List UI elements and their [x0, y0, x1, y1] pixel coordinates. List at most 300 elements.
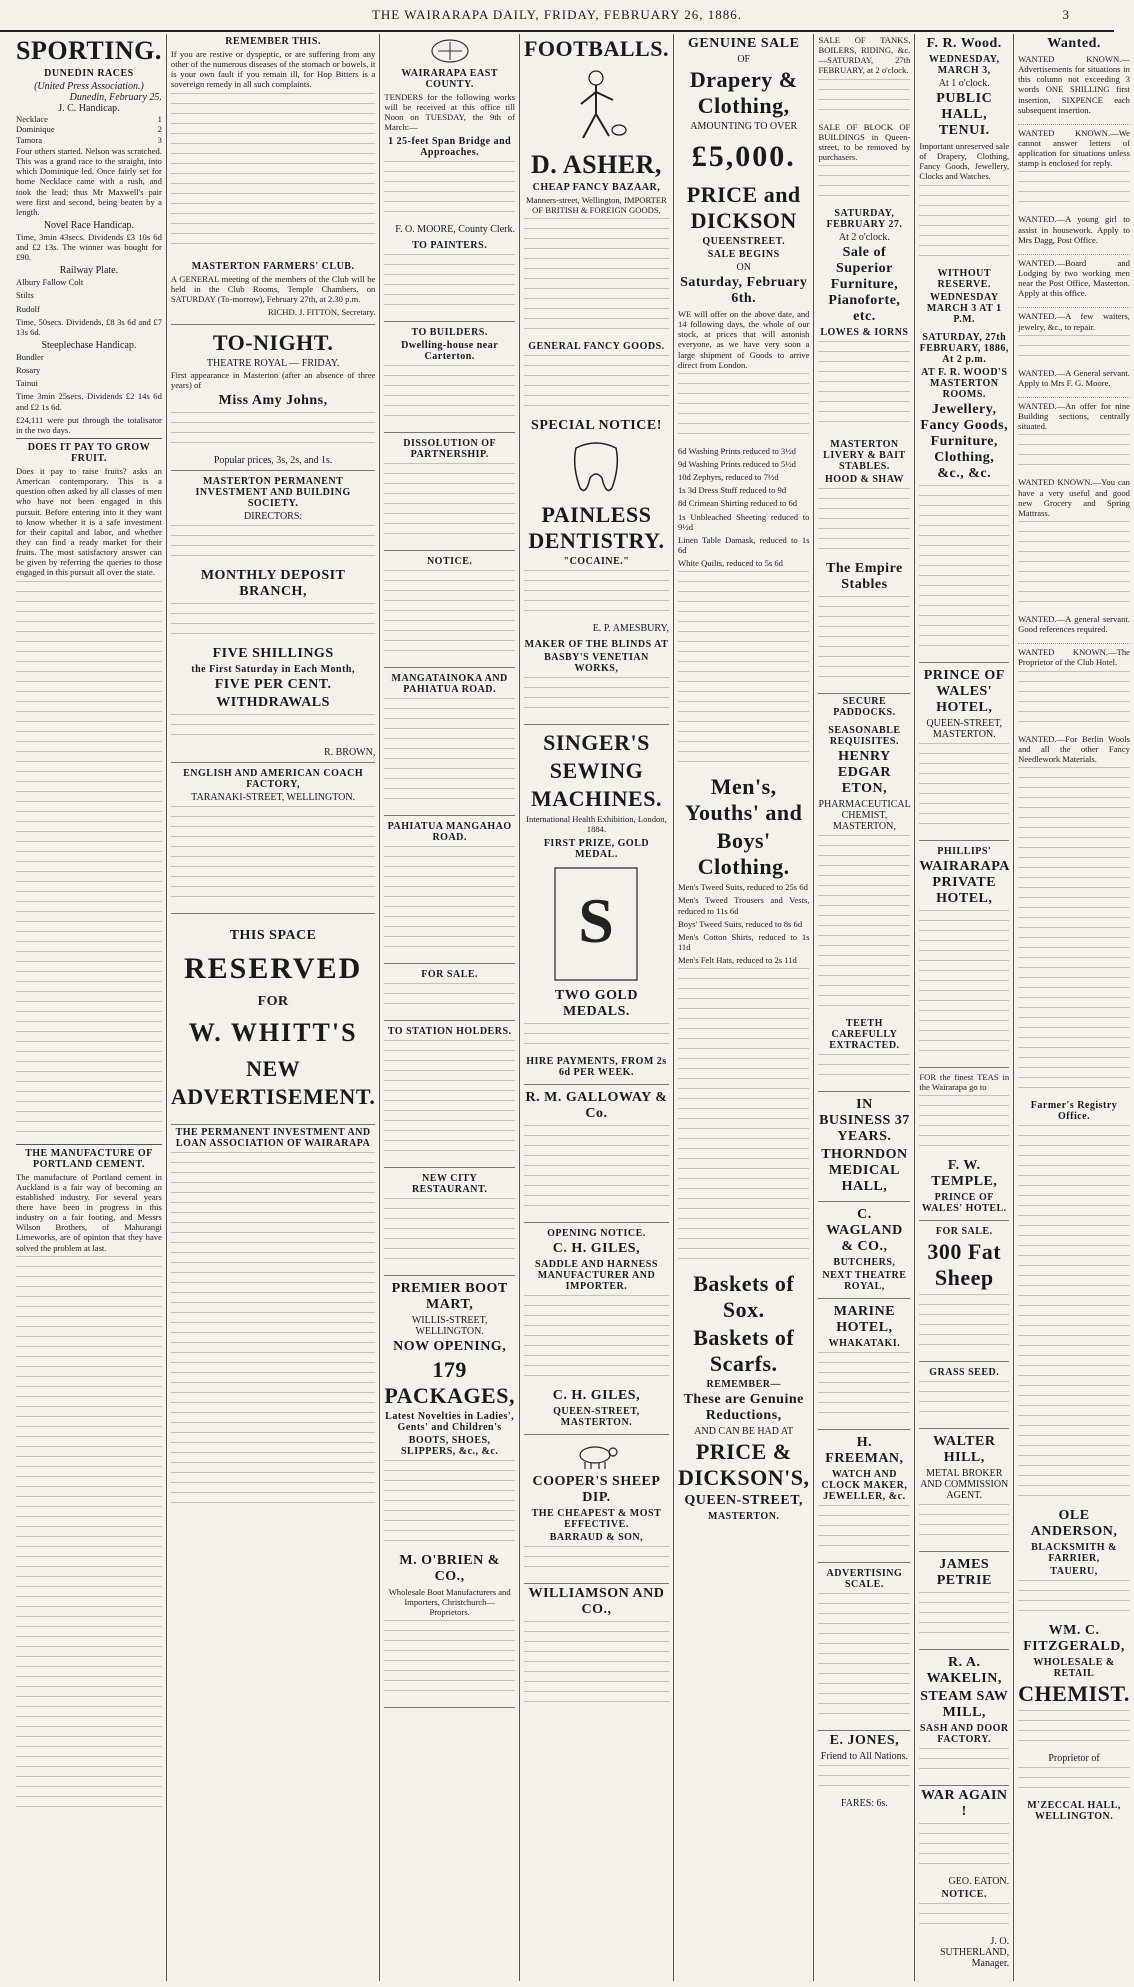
coach-title: ENGLISH AND AMERICAN COACH FACTORY, [183, 768, 364, 791]
whitts-name: W. WHITT'S [188, 1018, 358, 1048]
tea-text-block [919, 1095, 1009, 1155]
general-goods: GENERAL FANCY GOODS. [528, 341, 665, 353]
prince-hotel: PRINCE OF WALES' HOTEL. [921, 1191, 1007, 1214]
remember-heading: REMEMBER THIS. [225, 36, 321, 47]
chemist-text-block [1018, 1710, 1130, 1750]
dissolution-title: DISSOLUTION OF PARTNERSHIP. [403, 437, 497, 460]
sheep-text-block [919, 1294, 1009, 1354]
price-line: Linen Table Damask, reduced to 1s 6d [677, 534, 810, 555]
building-title: MASTERTON PERMANENT INVESTMENT AND BUILDING SOCIETY. [195, 476, 351, 510]
registry-text-block [1018, 1125, 1130, 1505]
wanted-text-block [1018, 434, 1130, 474]
dwelling-title: Dwelling-house near Carterton. [401, 339, 499, 362]
steam-saw: STEAM SAW MILL, [920, 1688, 1009, 1720]
clothing-line: Boys' Tweed Suits, reduced to 8s 6d [677, 918, 803, 929]
work-1: 1 25-feet Span Bridge and Approaches. [388, 135, 512, 158]
withdrawals-text-block [171, 714, 375, 744]
clothing-line: Men's Cotton Shirts, reduced to 1s 11d [677, 931, 810, 952]
mangatainoka-ad [384, 668, 515, 816]
petrie-ad [919, 1552, 1009, 1650]
farmers-registry: Farmer's Registry Office. [1030, 1099, 1118, 1122]
building-society-ad [171, 471, 375, 763]
sale-buildings: SALE OF BLOCK OF BUILDINGS in Queen-street, to be removed by purchasers. [818, 121, 911, 162]
price-text-block [678, 571, 810, 771]
hood-shaw: HOOD & SHAW [824, 474, 904, 486]
livery-ad [818, 434, 910, 694]
county-text-block [384, 161, 515, 221]
hire-payments: HIRE PAYMENTS, FROM 2s 6d PER WEEK. [526, 1055, 667, 1078]
proprietor-text-block [1018, 1767, 1130, 1797]
advertisement-text: ADVERTISEMENT. [170, 1084, 376, 1110]
sheep-illustration [524, 1442, 669, 1470]
at-2: At 2 o'clock. [838, 232, 890, 244]
restaurant-text-block [384, 1198, 515, 1268]
wanted-ad: WANTED KNOWN.—You can have a very useful and good new Grocery and Spring Mattrass. [1018, 477, 1130, 518]
railway-horse: Rudolf [16, 303, 40, 314]
horse-name: Necklace [16, 114, 48, 124]
article-body: Does it pay to raise fruits? asks an American contemporary. This is a question often asked by all classes of men who have not been engaged in this pursuit. Before entering into it they want to know whether it is a safe investment for their capital and labor, and whether they can find a ready market for their fruits. The most satisfactory answer can be given by referring the queries to those engaged in this pursuit all over the state. [16, 466, 162, 578]
horse-pos: 1 [157, 114, 162, 124]
farmers-sign: RICHD. J. FITTON, Secretary. [267, 306, 376, 317]
wood-title: F. R. Wood. [926, 36, 1002, 51]
svg-text:S: S [578, 884, 615, 956]
marine-hotel: MARINE HOTEL, [833, 1304, 896, 1336]
lowes-text-block [818, 341, 910, 431]
football-player-icon [561, 66, 631, 146]
asher-addr: Manners-street, Wellington, IMPORTER OF BRITISH & FOREIGN GOODS, [526, 195, 667, 216]
directors-title: DIRECTORS: [244, 511, 303, 523]
this-space: THIS SPACE [229, 928, 317, 944]
mangatainoka-title: MANGATAINOKA AND PAHIATUA ROAD. [391, 672, 508, 695]
wanted-text-block [1018, 521, 1130, 611]
builders-ad [384, 322, 515, 433]
price-line: 10d Zephyrs, reduced to 7½d [677, 472, 779, 483]
obrien-sub: Wholesale Boot Manufacturers and Importers, Christchurch—Proprietors. [388, 1586, 511, 1617]
price-dickson: PRICE and DICKSON [686, 182, 801, 233]
farmers-club-ad [171, 256, 375, 326]
clothing-line: Men's Tweed Trousers and Vests, reduced to 11s 6d [677, 895, 810, 916]
ceylon-line: FOR the finest TEAS in the Wairarapa go to [919, 1071, 1010, 1092]
geo-eaton: GEO. EATON. [948, 1875, 1010, 1887]
county-tenders: TENDERS for the following works will be received at this office till Noon on TUESDAY, the 9th of March:— [384, 92, 515, 133]
eton-name: HENRY EDGAR ETON, [837, 749, 891, 797]
seasonable: SEASONABLE REQUISITES. [828, 725, 901, 748]
pd-street: QUEEN-STREET, [684, 1493, 804, 1509]
barraud-text-block [524, 1546, 669, 1576]
tonight-ad [171, 325, 375, 471]
wanted-title: Wanted. [1047, 36, 1101, 51]
railway-horse: Stilts [16, 290, 34, 301]
sporting-heading: SPORTING. [16, 36, 162, 65]
blinds-ad [524, 634, 669, 725]
notice-ad [384, 551, 515, 668]
column-1 [12, 34, 167, 1981]
for-text: FOR [257, 994, 289, 1010]
for-sale-title: FOR SALE. [421, 968, 479, 980]
genuine-sale: GENUINE SALE [688, 36, 800, 51]
column-7 [915, 34, 1014, 1981]
premier-ad [384, 1276, 515, 1708]
steeple-horse: Bundler [16, 352, 44, 363]
latest-line: Latest Novelties in Ladies', Gents' and Children's [385, 1410, 515, 1433]
at-1: At 1 o'clock. [938, 78, 990, 89]
column-2 [167, 34, 380, 1981]
phillips-text-block [919, 910, 1009, 1060]
columns [12, 34, 1130, 1981]
wanted-ad: WANTED.—A young girl to assist in housework. Apply to Mrs Dagg, Post Office. [1018, 214, 1130, 245]
price-line: White Quilts, reduced to 5s 6d [677, 558, 783, 569]
column-4 [520, 34, 674, 1981]
wanted-ad: WANTED.—A general servant. Good references required. [1018, 613, 1130, 635]
superior-furniture: Sale of Superior Furniture, Pianoforte, etc. [828, 245, 901, 325]
singer-text-block [524, 1023, 669, 1053]
drapery-sale: Important unreserved sale of Drapery, Clothing, Fancy Goods, Jewellery, Clocks and Watches. [919, 141, 1010, 182]
baskets-scarfs: Baskets of Scarfs. [693, 1325, 795, 1377]
withdrawals: WITHDRAWALS [216, 695, 330, 711]
manufacture-body: The manufacture of Portland cement in Auckland is a fair way of becoming an established industry. For several years there have been in progress in this industry on a fair footing, and Messrs Wilson Brothers, of Mahurangi Limeworks, are of opinion that they have solved the problem at last. [16, 1171, 162, 1253]
wanted-ad: WANTED.—A few waiters, jewelry, &c., to repair. [1018, 311, 1130, 332]
wanted-ad: WANTED KNOWN.—Advertisements for situations in this column not exceeding 3 words ONE SHILLING first insertion, SIXPENCE each subsequent insertion. [1018, 54, 1130, 115]
column-8 [1014, 34, 1134, 1981]
notice-title: NOTICE. [426, 555, 473, 567]
advertising-text-block [818, 1593, 910, 1723]
premier-text-block [384, 1460, 515, 1550]
prince-ad [919, 663, 1009, 841]
marine-text-block [818, 1352, 910, 1422]
reserved-space-ad [171, 914, 375, 1125]
mangatainoka-text-block [384, 698, 515, 808]
horse-pos: 2 [157, 124, 162, 135]
cocaine: "COCAINE." [563, 556, 630, 568]
wanted-ad: WANTED.—Board and Lodging by two working men near the Post Office, Masterton. Apply at this office. [1018, 257, 1130, 299]
station-ad [384, 1021, 515, 1168]
wakelin-ad [919, 1650, 1009, 1786]
obrien-text-block [384, 1620, 515, 1700]
coopers-sub: THE CHEAPEST & MOST EFFECTIVE. [531, 1507, 662, 1530]
teeth-text-block [818, 1054, 910, 1084]
galloway-text-block [524, 1125, 669, 1215]
page-number: 3 [1062, 7, 1070, 22]
tonight-title: TO-NIGHT. [212, 330, 334, 356]
footballs-title: FOOTBALLS. [523, 36, 669, 61]
theatre-body: First appearance in Masterton (after an absence of three years) of [170, 370, 376, 391]
baskets-sox: Baskets of Sox. [693, 1271, 795, 1323]
dateline: Dunedin, February 25. [69, 92, 162, 103]
thorndon: THORNDON MEDICAL HALL, [821, 1147, 908, 1195]
masthead-title: THE WAIRARAPA DAILY, FRIDAY, FEBRUARY 26, 1886. [371, 7, 743, 22]
crest-icon [420, 38, 480, 64]
popular-prices: Popular prices, 3s, 2s, and 1s. [213, 455, 333, 467]
walter-text-block [919, 1504, 1009, 1544]
temple-name: F. W. TEMPLE, [931, 1157, 998, 1189]
painters-title: TO PAINTERS. [412, 239, 488, 251]
wanted-ad: WANTED.—A General servant. Apply to Mrs F. G. Moore. [1018, 367, 1130, 388]
wanted-text-block [1018, 171, 1130, 211]
seed-text-block [919, 1381, 1009, 1421]
clothing-text-block [678, 968, 810, 1268]
blinds-title: MAKER OF THE BLINDS AT [524, 639, 669, 651]
wanted-ad: WANTED.—An offer for nine Building sections, centrally situated. [1018, 400, 1130, 432]
totalisator: £24,111 were put through the totalisator in the two days. [16, 414, 162, 435]
eton-text-block [818, 835, 910, 1015]
five-shillings: FIVE SHILLINGS [212, 646, 334, 662]
walter-hill: WALTER HILL, [933, 1433, 996, 1465]
prince-title: PRINCE OF WALES' HOTEL, [923, 667, 1005, 715]
perm-text-block [171, 1152, 375, 1512]
five-per-cent: FIVE PER CENT. [214, 677, 332, 693]
directors-text-block [171, 525, 375, 565]
opening-notice: OPENING NOTICE. [547, 1227, 646, 1239]
phillips-ad [919, 841, 1009, 1068]
genuine-reductions: These are Genuine Reductions, [683, 1392, 804, 1424]
perm-title: THE PERMANENT INVESTMENT AND LOAN ASSOCIATION OF WAIRARAPA [175, 1127, 371, 1150]
coach-text-block [171, 806, 375, 906]
sale-body: WE will offer on the above date, and 14 following days, the whole of our stock, at prices that will astonish everyone, as we have very soon a large shipment of Goods to arrive direct from London. [677, 309, 810, 370]
asher-sub: CHEAP FANCY BAZAAR, [532, 182, 661, 193]
mens-clothing: Men's, Youths' and [685, 774, 803, 826]
special-notice: SPECIAL NOTICE! [531, 418, 662, 434]
coach-factory-ad [171, 763, 375, 914]
had-at: AND CAN BE HAD AT [694, 1426, 794, 1438]
notice-text-block [919, 1903, 1009, 1933]
jones-text-block [818, 1765, 910, 1795]
races-sub: (United Press Association.) [34, 81, 144, 92]
williamson: WILLIAMSON AND CO., [528, 1585, 665, 1617]
sheep-sale-ad [919, 1221, 1009, 1362]
wairarapa-hotel: WAIRARAPA PRIVATE HOTEL, [919, 858, 1010, 906]
tooth-icon [564, 438, 628, 498]
jones-sub: Friend to All Nations. [820, 1751, 909, 1763]
hood-text-block [818, 488, 910, 558]
pd-town: MASTERTON. [708, 1511, 780, 1523]
advertising-title: ADVERTISING SCALE. [826, 1568, 903, 1591]
venetian: BASBY'S VENETIAN WORKS, [544, 652, 649, 675]
sutherland: J. O. SUTHERLAND, Manager. [939, 1935, 1010, 1969]
wednesday: WEDNESDAY, MARCH 3, [928, 54, 1000, 76]
williamson-text-block [524, 1621, 669, 1711]
prince-street: QUEEN-STREET, MASTERTON. [926, 717, 1003, 740]
wood-rooms: AT F. R. WOOD'S MASTERTON ROOMS. [921, 366, 1008, 400]
first-prize: FIRST PRIZE, GOLD MEDAL. [543, 837, 650, 860]
drapery-title: Drapery & Clothing, [689, 67, 798, 118]
of-text: OF [737, 54, 751, 65]
teeth-extracted: TEETH CAREFULLY EXTRACTED. [829, 1018, 900, 1052]
manufacture-text-block [16, 1256, 162, 1816]
wed-march: WEDNESDAY MARCH 3 AT 1 P.M. [926, 291, 1002, 325]
sash-door: SASH AND DOOR FACTORY. [919, 1722, 1009, 1745]
coach-street: TARANAKI-STREET, WELLINGTON. [191, 792, 356, 804]
horse-name: Dominique [16, 124, 55, 135]
dentist-text-block [524, 570, 669, 620]
notice-heading: NOTICE. [941, 1888, 987, 1900]
giles-street: QUEEN-STREET, MASTERTON. [553, 1405, 640, 1428]
empire-text-block [818, 596, 910, 686]
notice-text-block [384, 570, 515, 660]
steeple-horse: Rosary [16, 365, 41, 376]
restaurant-title: NEW CITY RESTAURANT. [411, 1172, 488, 1195]
queenstreet: QUEENSTREET. [702, 236, 786, 247]
horse-name: Tamora [16, 134, 43, 145]
farmers-body: A GENERAL meeting of the members of the Club will be held in the Club Rooms, Temple Chambers, on SATURDAY (To-morrow), February 27th, at 2.30 p.m. [170, 273, 376, 304]
event-name: J. C. Handicap. [58, 103, 120, 114]
star-name: Miss Amy Johns, [218, 393, 328, 409]
horse-pos: 3 [157, 134, 162, 145]
tea-ad [919, 1068, 1009, 1221]
premier-addr: WILLIS-STREET, WELLINGTON. [411, 1314, 488, 1337]
station-title: TO STATION HOLDERS. [387, 1025, 512, 1037]
fat-sheep: 300 Fat Sheep [927, 1238, 1002, 1290]
marine-ad [818, 1299, 910, 1430]
asher-text-block [524, 218, 669, 338]
coopers-title: COOPER'S SHEEP DIP. [532, 1473, 661, 1505]
phillips: PHILLIPS' [937, 845, 992, 857]
sewing: SEWING [549, 758, 644, 784]
buildings-text-block [818, 165, 910, 205]
for-sale-ad [384, 964, 515, 1021]
saturday-sale: SATURDAY, 27th FEBRUARY, 1886, At 2 p.m. [919, 331, 1009, 365]
two-gold: TWO GOLD MEDALS. [554, 987, 638, 1019]
medical-hall: M'ZECCAL HALL, WELLINGTON. [1027, 1799, 1121, 1822]
steeple-horse: Tainui [16, 378, 38, 389]
giles-name: C. H. GILES, [552, 1240, 641, 1256]
empire-stables: The Empire Stables [826, 561, 903, 593]
football-illustration [524, 66, 669, 146]
asher-name: D. ASHER, [531, 150, 662, 179]
wood-text-block [919, 185, 1009, 265]
sale-begins: SALE BEGINS [707, 249, 780, 260]
for-sale-title: FOR SALE. [935, 1225, 993, 1237]
dissolution-text-block [384, 463, 515, 543]
pahiatua-ad [384, 816, 515, 964]
wood-rooms-ad [919, 327, 1009, 663]
fares: FARES: 6s. [840, 1798, 888, 1810]
galloway-ad [524, 1085, 669, 1223]
thorndon-ad [818, 1092, 910, 1202]
goods-text-block [524, 355, 669, 415]
without-reserve: WITHOUT RESERVE. [937, 267, 991, 290]
grass-seed: GRASS SEED. [929, 1366, 1000, 1378]
theatre-text-block [171, 412, 375, 452]
railway-title: Railway Plate. [59, 265, 119, 277]
painless-title: PAINLESS DENTISTRY. [528, 502, 665, 554]
article-title: DOES IT PAY TO GROW FRUIT. [16, 438, 162, 464]
sale-tanks: SALE OF TANKS, BOILERS, RIDING, &c.—SATURDAY, 27th FEBRUARY, at 2 o'clock. [818, 35, 911, 76]
jones: E. JONES, [829, 1733, 900, 1749]
singer-logo [524, 864, 669, 984]
wanted-text-block [1018, 335, 1130, 365]
war-again: WAR AGAIN ! [920, 1787, 1008, 1819]
secure-paddocks: SECURE PADDOCKS. [833, 696, 896, 719]
blinds-text-block [524, 677, 669, 717]
singers: SINGER'S [543, 730, 650, 756]
column-6 [814, 34, 915, 1981]
grass-seed-ad [919, 1362, 1009, 1429]
monthly-text-block [171, 603, 375, 643]
price-line: 1s Unbleached Sheeting reduced to 9½d [677, 511, 810, 532]
county-title: WAIRARAPA EAST COUNTY. [401, 68, 498, 90]
time-2: Time, 50secs. Dividends, £8 3s 6d and £7 13s 6d. [16, 316, 162, 337]
remember-label: REMEMBER— [706, 1379, 781, 1391]
dentistry-illustration [524, 438, 669, 498]
horse-row [16, 135, 162, 145]
remember-body: If you are restive or dyspeptic, or are suffering from any other of the numerous diseases of the stomach or bowels, it is your own fault if you remain ill, for Hop Bitters is a sovereign remedy in all such complaints. [170, 49, 376, 90]
painters-text-block [384, 254, 515, 314]
now-opening: NOW OPENING, [393, 1338, 507, 1354]
eton-sub: PHARMACEUTICAL CHEMIST, MASTERTON, [818, 799, 911, 833]
price-line: 9d Washing Prints reduced to 5½d [677, 458, 796, 469]
livery-title: MASTERTON LIVERY & BAIT STABLES. [823, 439, 906, 473]
county-sign: F. O. MOORE, County Clerk. [395, 223, 515, 235]
station-text-block [384, 1040, 515, 1160]
railway-horse: Albury Fallow Colt [16, 277, 84, 288]
dissolution-ad [384, 433, 515, 551]
wakelin-text-block [919, 1748, 1009, 1778]
walter-sub: METAL BROKER AND COMMISSION AGENT. [920, 1467, 1009, 1501]
advertising-scale [818, 1563, 910, 1731]
wanted-ad: WANTED KNOWN.—We cannot answer letters of application for situations unless stamp is enclosed for reply. [1018, 127, 1130, 169]
barraud: BARRAUD & SON, [549, 1531, 644, 1543]
amount: £5,000. [691, 140, 796, 173]
remember-text-block [171, 93, 375, 253]
anderson-sub: BLACKSMITH & FARRIER, [1031, 1541, 1117, 1564]
boots-line: BOOTS, SHOES, SLIPPERS, &c., &c. [400, 1434, 499, 1457]
machines: MACHINES. [530, 786, 662, 812]
petrie-text-block [919, 1592, 1009, 1642]
pahiatua-text-block [384, 846, 515, 956]
freeman-sub: WATCH AND CLOCK MAKER, JEWELLER, &c. [821, 1469, 908, 1503]
column-5 [674, 34, 815, 1981]
races-title: DUNEDIN RACES [44, 68, 134, 79]
wakelin: R. A. WAKELIN, [926, 1654, 1002, 1686]
article-text-block [16, 581, 162, 1141]
painters-ad [384, 235, 515, 322]
public-hall: PUBLIC HALL, TENUI. [936, 91, 993, 138]
wanted-text-block [1018, 671, 1130, 731]
restaurant-ad [384, 1168, 515, 1276]
on-text: ON [736, 262, 751, 273]
wholesale: WHOLESALE & RETAIL [1033, 1656, 1115, 1679]
saturday-date: SATURDAY, FEBRUARY 27. [826, 208, 903, 231]
time-3: Time 3min 25secs. Dividends £2 14s 6d and £2 1s 6d. [16, 391, 162, 412]
freeman: H. FREEMAN, [825, 1435, 904, 1467]
amounting: AMOUNTING TO OVER [690, 121, 798, 132]
sheep-icon [571, 1442, 621, 1470]
for-sale-text-block [384, 983, 515, 1013]
giles-sign: C. H. GILES, [552, 1387, 641, 1403]
theatre-line: THEATRE ROYAL — FRIDAY. [206, 358, 340, 370]
freeman-ad [818, 1430, 910, 1563]
proprietor: Proprietor of [1048, 1752, 1100, 1764]
steeple-title: Steeplechase Handicap. [41, 340, 137, 352]
price-line: 8d Crimean Shirting reduced to 6d [677, 498, 798, 509]
farmers-title: MASTERTON FARMERS' CLUB. [191, 260, 355, 272]
exhibition: International Health Exhibition, London, 1884. [526, 814, 667, 835]
dentist-name: E. P. AMESBURY, [592, 623, 669, 635]
time-1: Time, 3min 43secs. Dividends £3 10s 6d and £2 13s. The winner was bought for £90. [16, 231, 162, 263]
pd-name: PRICE & DICKSON'S, [677, 1439, 810, 1491]
manufacture-title: THE MANUFACTURE OF PORTLAND CEMENT. [16, 1144, 162, 1170]
jewellery-line: Jewellery, Fancy Goods, Furniture, Clothing, &c., &c. [920, 401, 1009, 481]
tanks-text-block [818, 79, 910, 119]
sale-text-block [678, 373, 810, 443]
business-years: IN BUSINESS 37 YEARS. [819, 1097, 910, 1145]
fitzgerald: WM. C. FITZGERALD, [1023, 1622, 1125, 1654]
singer-ad [524, 725, 669, 1084]
first-saturday: the First Saturday in Each Month, [191, 664, 355, 676]
lowes-iorns: LOWES & IORNS [820, 327, 909, 339]
clothing-line: Men's Tweed Suits, reduced to 25s 6d [677, 882, 808, 893]
taueru: TAUERU, [1050, 1565, 1098, 1577]
